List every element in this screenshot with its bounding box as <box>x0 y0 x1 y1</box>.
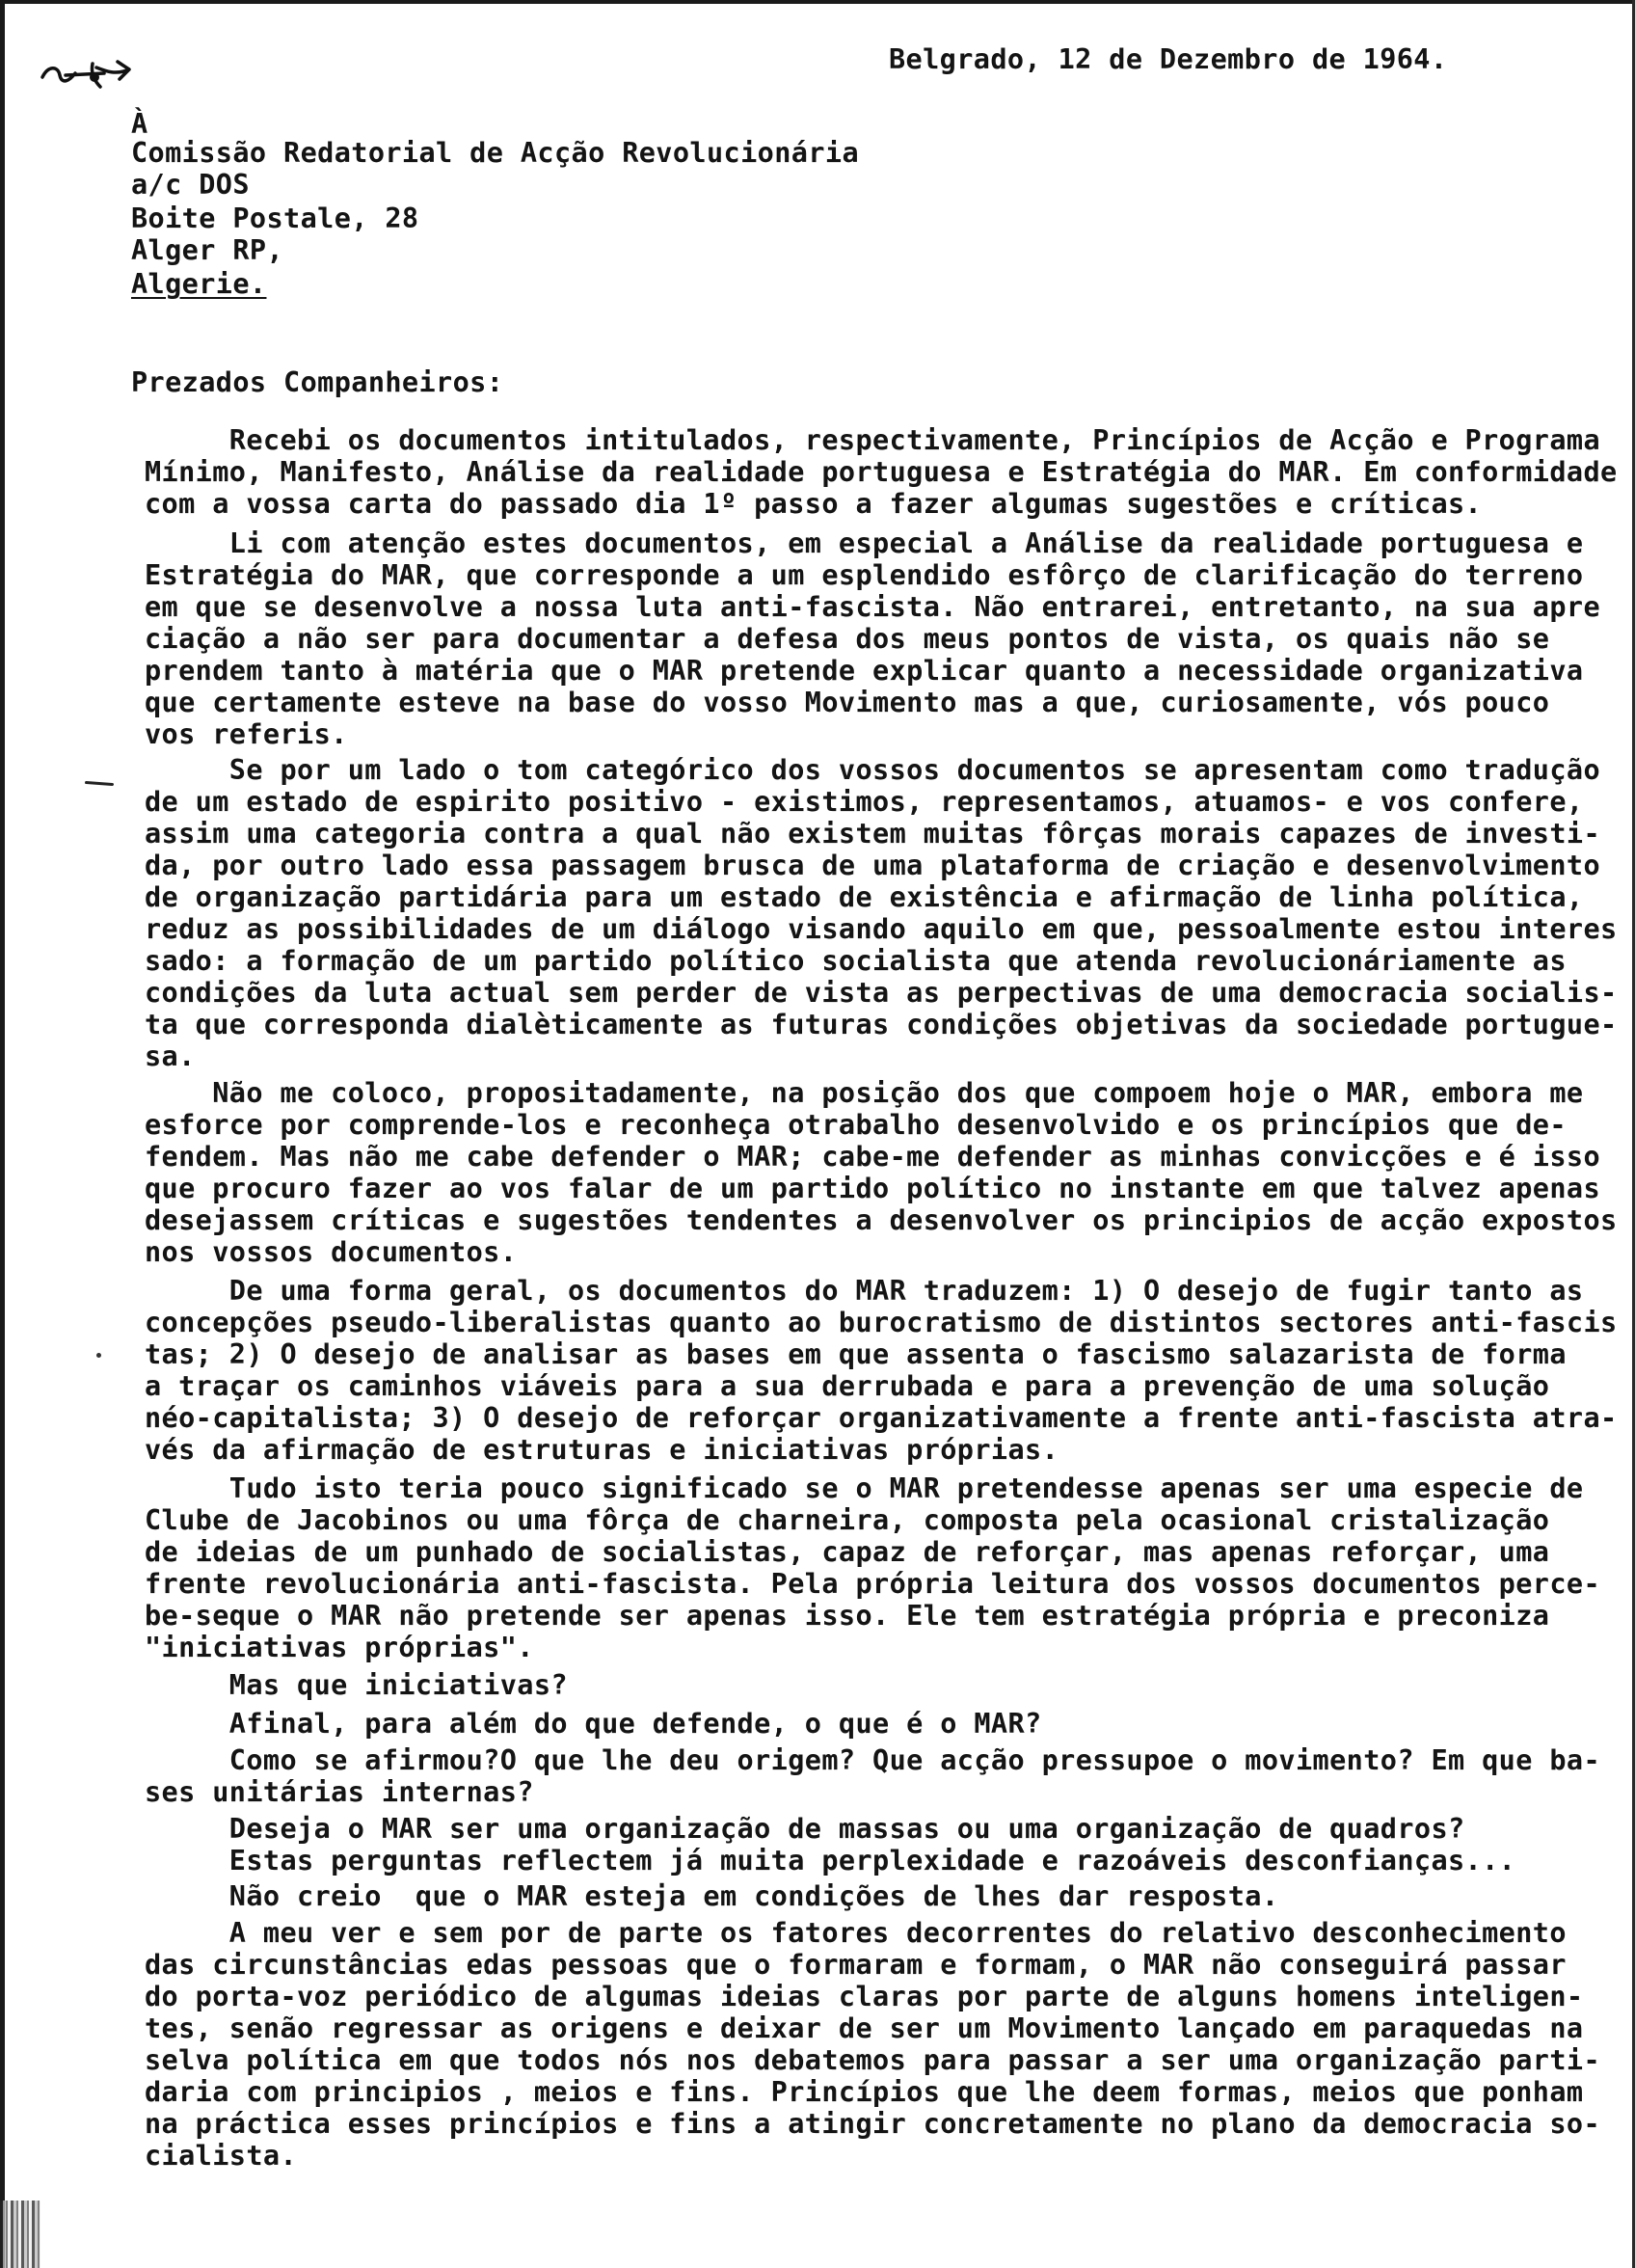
body-line: ciação a não ser para documentar a defesa dos meus pontos de vista, os quais não se <box>145 623 1550 655</box>
body-line: Não me coloco, propositadamente, na posição dos que compoem hoje o MAR, embora me <box>145 1077 1584 1109</box>
body-line: Deseja o MAR ser uma organização de massas ou uma organização de quadros? <box>145 1813 1465 1845</box>
body-line: Recebi os documentos intitulados, respectivamente, Princípios de Acção e Programa <box>145 424 1601 456</box>
body-line: concepções pseudo-liberalistas quanto ao burocratismo de distintos sectores anti-fascis <box>145 1307 1618 1338</box>
body-line: vés da afirmação de estruturas e iniciativas próprias. <box>145 1434 1059 1466</box>
body-line: De uma forma geral, os documentos do MAR traduzem: 1) O desejo de fugir tanto as <box>145 1275 1584 1307</box>
body-line: fendem. Mas não me cabe defender o MAR; cabe-me defender as minhas convicções e é isso <box>145 1141 1601 1173</box>
body-line: assim uma categoria contra a qual não existem muitas fôrças morais capazes de investi- <box>145 818 1601 850</box>
margin-dot <box>96 1353 101 1358</box>
recipient-line: Algerie. <box>131 268 267 300</box>
body-line: ses unitárias internas? <box>145 1776 534 1808</box>
body-line: a traçar os caminhos viáveis para a sua derrubada e para a prevenção de uma solução <box>145 1370 1550 1402</box>
body-line: condições da luta actual sem perder de vista as perpectivas de uma democracia socialis- <box>145 977 1618 1009</box>
recipient-line: Comissão Redatorial de Acção Revolucionária <box>131 137 860 169</box>
body-line: be-seque o MAR não pretende ser apenas isso. Ele tem estratégia própria e preconiza <box>145 1600 1550 1632</box>
body-line: de organização partidária para um estado de existência e afirmação de linha política, <box>145 881 1584 913</box>
body-line: que procuro fazer ao vos falar de um partido político no instante em que talvez apenas <box>145 1173 1601 1204</box>
body-line: Li com atenção estes documentos, em especial a Análise da realidade portuguesa e <box>145 527 1584 559</box>
scan-edge-top <box>0 0 1635 4</box>
body-line: Mas que iniciativas? <box>145 1669 568 1701</box>
body-line: A meu ver e sem por de parte os fatores decorrentes do relativo desconhecimento <box>145 1917 1567 1949</box>
body-line: reduz as possibilidades de um diálogo visando aquilo em que, pessoalmente estou interes <box>145 913 1618 945</box>
scan-edge-left <box>0 0 5 2268</box>
body-line: que certamente esteve na base do vosso Movimento mas a que, curiosamente, vós pouco <box>145 687 1550 718</box>
recipient-line: Boite Postale, 28 <box>131 202 419 234</box>
body-line: das circunstâncias edas pessoas que o formaram e formam, o MAR não conseguirá passar <box>145 1949 1567 1981</box>
body-line: desejassem críticas e sugestões tendentes a desenvolver os principios de acção expostos <box>145 1204 1618 1236</box>
body-line: do porta-voz periódico de algumas ideias claras por parte de alguns homens inteligen- <box>145 1981 1584 2012</box>
body-line: cialista. <box>145 2140 298 2172</box>
body-line: tas; 2) O desejo de analisar as bases em que assenta o fascismo salazarista de forma <box>145 1338 1567 1370</box>
body-line: na práctica esses princípios e fins a atingir concretamente no plano da democracia so- <box>145 2108 1601 2140</box>
body-line: em que se desenvolve a nossa luta anti-fascista. Não entrarei, entretanto, na sua apre <box>145 591 1601 623</box>
body-line: Se por um lado o tom categórico dos vossos documentos se apresentam como tradução <box>145 754 1601 786</box>
body-line: sa. <box>145 1040 196 1072</box>
body-line: prendem tanto à matéria que o MAR pretende explicar quanto a necessidade organizativa <box>145 655 1584 687</box>
body-line: da, por outro lado essa passagem brusca de uma plataforma de criação e desenvolvimento <box>145 850 1601 881</box>
body-line: Tudo isto teria pouco significado se o MAR pretendesse apenas ser uma especie de <box>145 1472 1584 1504</box>
body-line: Estas perguntas reflectem já muita perplexidade e razoáveis desconfianças... <box>145 1845 1516 1876</box>
recipient-line: À <box>131 108 148 140</box>
body-line: Como se afirmou?O que lhe deu origem? Que acção pressupoe o movimento? Em que ba- <box>145 1744 1601 1776</box>
body-line: esforce por comprende-los e reconheça otrabalho desenvolvido e os princípios que de- <box>145 1109 1567 1141</box>
body-line: ta que corresponda dialèticamente as futuras condições objetivas da sociedade portugue- <box>145 1009 1618 1040</box>
recipient-line: a/c DOS <box>131 169 250 201</box>
scan-corner-shadow <box>0 2200 40 2268</box>
letter-date: Belgrado, 12 de Dezembro de 1964. <box>889 43 1448 75</box>
body-line: Não creio que o MAR esteja em condições de lhes dar resposta. <box>145 1880 1279 1912</box>
body-line: néo-capitalista; 3) O desejo de reforçar organizativamente a frente anti-fascista atra- <box>145 1402 1618 1434</box>
body-line: com a vossa carta do passado dia 1º passo a fazer algumas sugestões e críticas. <box>145 488 1483 520</box>
handwritten-mark-icon <box>37 46 143 94</box>
body-line: Estratégia do MAR, que corresponde a um esplendido esfôrço de clarificação do terreno <box>145 559 1584 591</box>
body-line: selva política em que todos nós nos debatemos para passar a ser uma organização parti- <box>145 2044 1601 2076</box>
body-line: tes, senão regressar as origens e deixar de ser um Movimento lançado em paraquedas na <box>145 2012 1584 2044</box>
body-line: de ideias de um punhado de socialistas, capaz de reforçar, mas apenas reforçar, uma <box>145 1536 1550 1568</box>
body-line: Mínimo, Manifesto, Análise da realidade portuguesa e Estratégia do MAR. Em conformidade <box>145 456 1618 488</box>
recipient-line: Alger RP, <box>131 234 284 266</box>
salutation: Prezados Companheiros: <box>131 366 504 398</box>
body-line: nos vossos documentos. <box>145 1236 518 1268</box>
body-line: frente revolucionária anti-fascista. Pela própria leitura dos vossos documentos perce- <box>145 1568 1601 1600</box>
body-line: "iniciativas próprias". <box>145 1632 534 1663</box>
body-line: de um estado de espirito positivo - existimos, representamos, atuamos- e vos confere, <box>145 786 1584 818</box>
body-line: sado: a formação de um partido político socialista que atenda revolucionáriamente as <box>145 945 1567 977</box>
body-line: vos referis. <box>145 718 348 750</box>
body-line: Clube de Jacobinos ou uma fôrça de charneira, composta pela ocasional cristalização <box>145 1504 1550 1536</box>
margin-mark <box>85 781 114 786</box>
body-line: daria com principios , meios e fins. Princípios que lhe deem formas, meios que ponham <box>145 2076 1584 2108</box>
body-line: Afinal, para além do que defende, o que é o MAR? <box>145 1708 1042 1740</box>
